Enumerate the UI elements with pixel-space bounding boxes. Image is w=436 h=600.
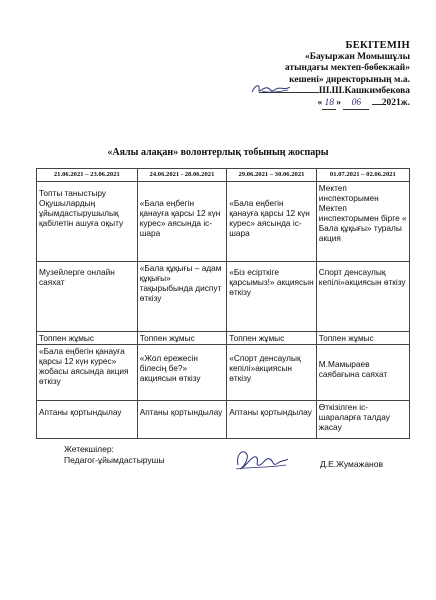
- table-cell: Аптаны қортындылау: [227, 401, 317, 439]
- table-cell: «Біз есірткіге қарсымыз!» акциясын өткізу: [227, 262, 317, 332]
- date-month: 06: [343, 98, 369, 111]
- date-day: 18: [322, 98, 336, 111]
- table-cell: «Бала еңбегін қанауға қарсы 12 күн курес» аясында іс-шара: [227, 182, 317, 262]
- table-cell: Мектеп инспекторымен Мектеп инспекторымен бірге « Бала құқығы» туралы акция: [316, 182, 409, 262]
- date-year: 2021ж.: [381, 97, 410, 108]
- table-cell: Аптаны қортындылау: [137, 401, 227, 439]
- plan-table: [36, 168, 410, 439]
- date-mid: »: [336, 97, 341, 108]
- approval-block: [210, 40, 410, 110]
- table-cell: Өткізілген іс-шараларға талдау жасау: [316, 401, 409, 439]
- table-cell: Топпен жұмыс: [37, 332, 138, 345]
- table-cell: Топпен жұмыс: [227, 332, 317, 345]
- table-row: [37, 262, 410, 332]
- table-header: 01.07.2021 – 02.06.2021: [316, 169, 409, 182]
- table-cell: «Бала еңбегін қанауға қарсы 12 күн курес» жобасы аясында акция өткізу: [37, 345, 138, 401]
- table-cell: М.Мамыраев саябағына саяхат: [316, 345, 409, 401]
- approval-heading: БЕКІТЕМІН: [345, 40, 410, 51]
- table-cell: «Бала құқығы – адам құқығы» тақырыбында диспут өткізу: [137, 262, 227, 332]
- date-open: «: [317, 97, 323, 108]
- table-cell: Спорт денсаулық кепілі»акциясын өткізу: [316, 262, 409, 332]
- table-cell: Топпен жұмыс: [316, 332, 409, 345]
- approval-signer-line: [210, 86, 410, 98]
- director-signature: [250, 82, 292, 96]
- table-row: [37, 182, 410, 262]
- table-header: 24.06.2021 - 28.06.2021: [137, 169, 227, 182]
- table-cell: Музейлерге онлайн саяхат: [37, 262, 138, 332]
- approval-date: [210, 98, 410, 111]
- table-header-row: [37, 169, 410, 182]
- table-row: [37, 401, 410, 439]
- table-row: [37, 332, 410, 345]
- approval-line-1: «Бауыржан Момышұлы: [304, 51, 410, 62]
- organizer-name: Д.Е.Жумажанов: [320, 459, 383, 469]
- table-cell: «Спорт денсаулық кепілі»акциясын өткізу: [227, 345, 317, 401]
- table-cell: «Жол ережесін білесің бе?» акциясын өткізу: [137, 345, 227, 401]
- table-cell: Топты таныстыру Оқушылардың ұйымдастырушылық қабілетін ашуға оқыту: [37, 182, 138, 262]
- table-header: 29.06.2021 – 30.06.2021: [227, 169, 317, 182]
- document-title: «Аялы алақан» волонтерлық тобының жоспары: [107, 147, 329, 158]
- table-cell: «Бала еңбегін қанауға қарсы 12 күн курес» аясында іс-шара: [137, 182, 227, 262]
- organizer-signature: [232, 445, 292, 475]
- approval-signer: Ш.Ш.Кашкимбекова: [318, 86, 410, 96]
- organizer-role: Педагог-ұйымдастырушы: [64, 455, 165, 465]
- approval-line-3: кешені» директорының м.а.: [289, 74, 410, 85]
- table-row: [37, 345, 410, 401]
- leaders-label: Жетекшілер:: [64, 444, 114, 454]
- approval-line-2: атындағы мектеп-бөбекжай»: [284, 63, 410, 73]
- table-cell: Топпен жұмыс: [137, 332, 227, 345]
- table-cell: Аптаны қортындылау: [37, 401, 138, 439]
- table-header: 21.06.2021 – 23.06.2021: [37, 169, 138, 182]
